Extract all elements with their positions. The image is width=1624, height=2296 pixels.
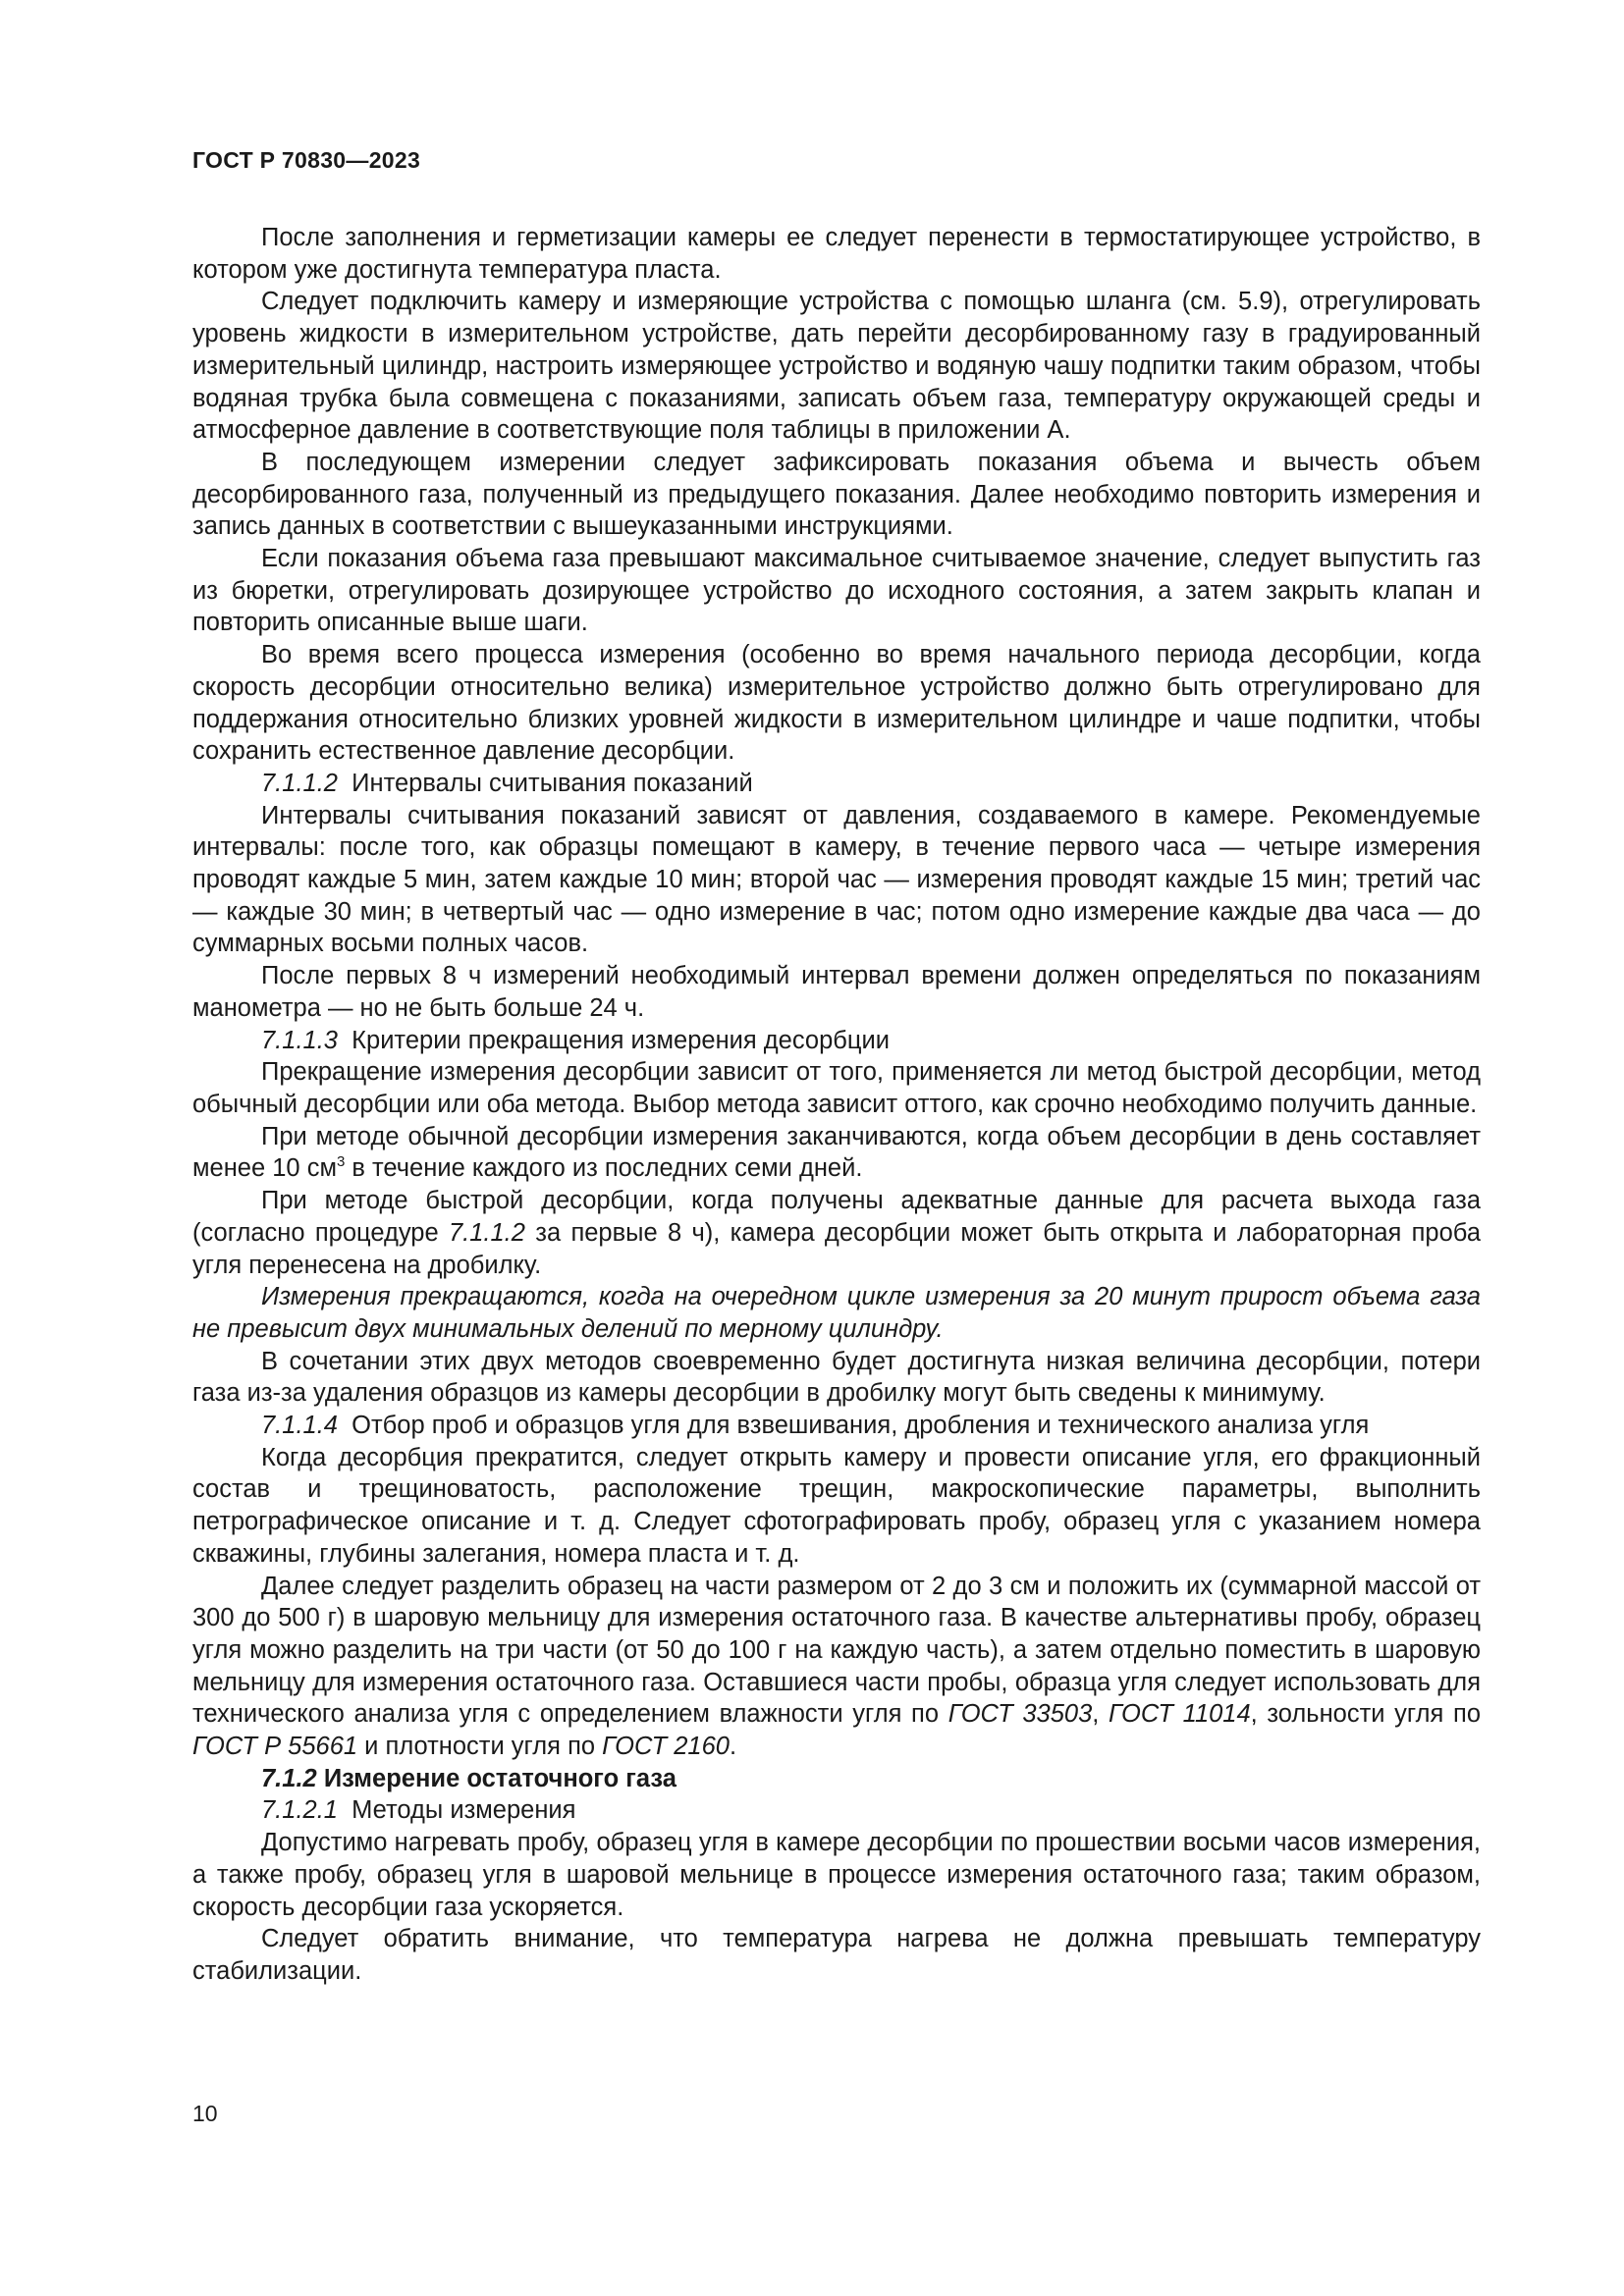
text-run: . [729, 1733, 737, 1761]
standard-reference: ГОСТ Р 55661 [192, 1733, 358, 1761]
paragraph: Если показания объема газа превышают максимальное считываемое значение, следует выпустить газ из бюретки, отрегулировать дозирующее устройство до исходного состояния, а затем закрыть клапан и повторить описанные выше шаги. [192, 545, 1481, 637]
paragraph: Прекращение измерения десорбции зависит от того, применяется ли метод быстрой десорбции, метод обычный десорбции или оба метода. Выбор метода зависит оттого, как срочно необходимо получить данные. [192, 1058, 1481, 1118]
paragraph: Следует обратить внимание, что температура нагрева не должна превышать температуру стабилизации. [192, 1925, 1481, 1985]
section-title: Измерение остаточного газа [323, 1764, 677, 1792]
paragraph [192, 1185, 1481, 1281]
text-run: При методе быстрой десорбции, когда получены адекватные данные для расчета выхода газа (согласно процедуре [192, 1187, 1481, 1247]
section-heading-7-1-1-2 [192, 768, 1481, 800]
superscript: 3 [336, 1153, 346, 1171]
section-number: 7.1.2.1 [261, 1796, 338, 1825]
paragraph [192, 1121, 1481, 1185]
text-run: за первые 8 ч), камера десорбции может быть открыта и лабораторная проба угля перенесена на дробилку. [192, 1218, 1481, 1279]
section-title: Критерии прекращения измерения десорбции [352, 1026, 890, 1054]
section-number: 7.1.2 [261, 1764, 317, 1792]
paragraph: В последующем измерении следует зафиксировать показания объема и вычесть объем десорбированного газа, полученный из предыдущего показания. Далее необходимо повторить измерения и запись данных в соответствии с вышеуказанными инструкциями. [192, 448, 1481, 541]
standard-reference: ГОСТ 33503 [947, 1700, 1093, 1729]
text-run: При методе обычной десорбции измерения заканчиваются, когда объем десорбции в день составляет менее 10 см [192, 1122, 1481, 1183]
section-number: 7.1.1.3 [261, 1026, 338, 1054]
paragraph: Во время всего процесса измерения (особенно во время начального периода десорбции, когда скорость десорбции относительно велика) измерительное устройство должно быть отрегулировано для поддержания относительно близких уровней жидкости в измерительном цилиндре и чаше подпитки, чтобы сохранить естественное давление десорбции. [192, 641, 1481, 766]
text-run: в течение каждого из последних семи дней. [345, 1154, 863, 1183]
text-run: Далее следует разделить образец на части размером от 2 до 3 см и положить их (суммарной массой от 300 до 500 г) в шаровую мельницу для измерения остаточного газа. В качестве альтернативы пробу, образец угля можно разделить на три части (от 50 до 100 г на каждую часть), а затем отдельно поместить в шаровую мельницу для измерения остаточного газа. Оставшиеся части пробы, образца угля следует использовать для технического анализа угля с определением влажности угля по [192, 1572, 1481, 1729]
paragraph: Допустимо нагревать пробу, образец угля в камере десорбции по прошествии восьми часов измерения, а также пробу, образец угля в шаровой мельнице в процессе измерения остаточного газа; таким образом, скорость десорбции газа ускоряется. [192, 1829, 1481, 1921]
section-heading-7-1-2 [192, 1763, 1481, 1795]
paragraph [192, 1571, 1481, 1763]
paragraph: Когда десорбция прекратится, следует открыть камеру и провести описание угля, его фракционный состав и трещиноватость, расположение трещин, макроскопические параметры, выполнить петрографическое описание и т. д. Следует сфотографировать пробу, образец угля с указанием номера скважины, глубины залегания, номера пласта и т. д. [192, 1443, 1481, 1568]
paragraph: После заполнения и герметизации камеры ее следует перенести в термостатирующее устройство, в котором уже достигнута температура пласта. [192, 224, 1481, 284]
section-title: Отбор проб и образцов угля для взвешивания, дробления и технического анализа угля [352, 1412, 1370, 1440]
clause-reference: 7.1.1.2 [448, 1218, 525, 1247]
paragraph: Следует подключить камеру и измеряющие устройства с помощью шланга (см. 5.9), отрегулировать уровень жидкости в измерительном устройстве, дать перейти десорбированному газу в градуированный измерительный цилиндр, настроить измеряющее устройство и водяную чашу подпитки таким образом, чтобы водяная трубка была совмещена с показаниями, записать объем газа, температуру окружающей среды и атмосферное давление в соответствующие поля таблицы в приложении А. [192, 288, 1481, 445]
section-title: Интервалы считывания показаний [352, 769, 753, 797]
page-number: 10 [192, 2101, 218, 2126]
section-number: 7.1.1.2 [261, 769, 338, 797]
section-title: Методы измерения [352, 1796, 576, 1825]
standard-reference: ГОСТ 2160 [602, 1733, 730, 1761]
italic-paragraph: Измерения прекращаются, когда на очередном цикле измерения за 20 минут прирост объема газа не превысит двух минимальных делений по мерному цилиндру. [192, 1283, 1481, 1343]
section-heading-7-1-1-3 [192, 1025, 1481, 1057]
standard-reference: ГОСТ 11014 [1109, 1700, 1251, 1729]
paragraph: В сочетании этих двух методов своевременно будет достигнута низкая величина десорбции, потери газа из-за удаления образцов из камеры десорбции в дробилку могут быть сведены к минимуму. [192, 1347, 1481, 1408]
section-number: 7.1.1.4 [261, 1412, 338, 1440]
document-header: ГОСТ Р 70830—2023 [192, 147, 421, 173]
text-run: , [1092, 1700, 1109, 1729]
document-body [192, 222, 1481, 1988]
paragraph: После первых 8 ч измерений необходимый интервал времени должен определяться по показаниям манометра — но не быть больше 24 ч. [192, 962, 1481, 1022]
section-heading-7-1-1-4 [192, 1410, 1481, 1442]
paragraph: Интервалы считывания показаний зависят от давления, создаваемого в камере. Рекомендуемые интервалы: после того, как образцы помещают в камеру, в течение первого часа — четыре измерения проводят каждые 5 мин, затем каждые 10 мин; второй час — измерения проводят каждые 15 мин; третий час — каждые 30 мин; в четвертый час — одно измерение в час; потом одно измерение каждые два часа — до суммарных восьми полных часов. [192, 801, 1481, 958]
text-run: и плотности угля по [357, 1733, 603, 1761]
text-run: , зольности угля по [1250, 1700, 1481, 1729]
section-heading-7-1-2-1 [192, 1794, 1481, 1827]
